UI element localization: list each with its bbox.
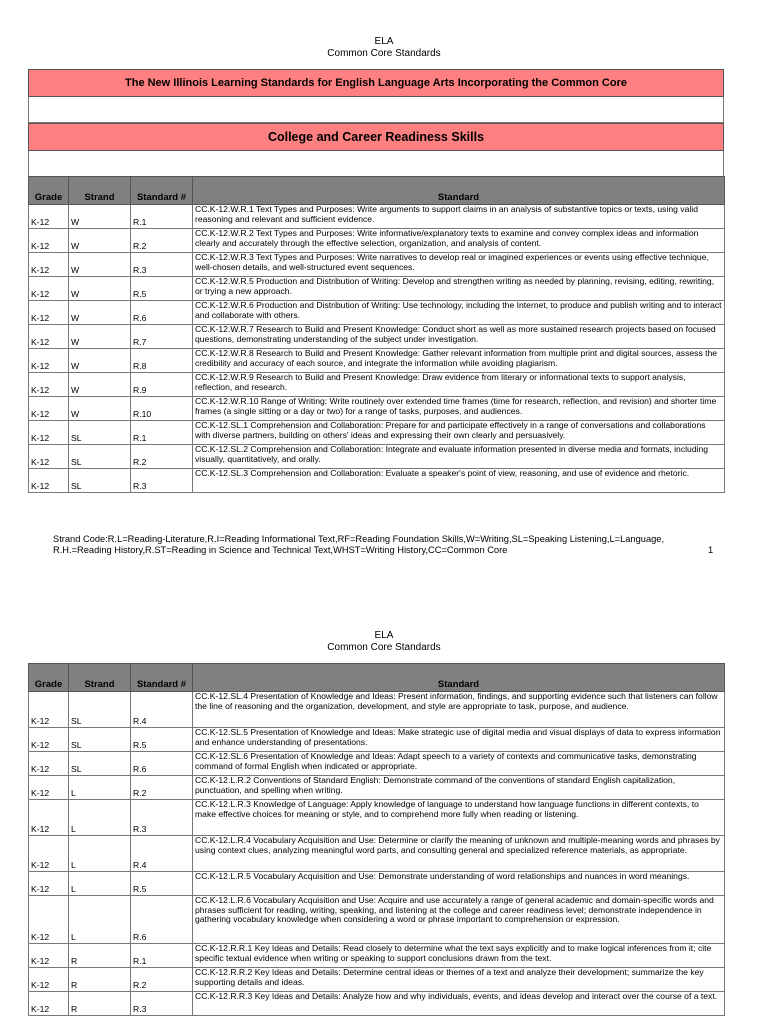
standard-num-cell: R.2 — [131, 229, 193, 253]
standard-num-cell: R.2 — [131, 776, 193, 800]
column-header-standard-num: Standard # — [131, 177, 193, 205]
table-row — [29, 349, 725, 373]
table-row — [29, 752, 725, 776]
grade-cell: K-12 — [29, 229, 69, 253]
strand-cell: SL — [69, 752, 131, 776]
table-row — [29, 373, 725, 397]
page-number: 1 — [708, 545, 714, 555]
strand-cell: SL — [69, 445, 131, 469]
page1-header-subtitle: Common Core Standards — [327, 48, 441, 59]
strand-cell: L — [69, 776, 131, 800]
grade-cell: K-12 — [29, 992, 69, 1016]
standard-num-cell: R.5 — [131, 728, 193, 752]
strand-cell: W — [69, 325, 131, 349]
strand-cell: W — [69, 349, 131, 373]
standard-num-cell: R.5 — [131, 872, 193, 896]
standard-text-cell: CC.K-12.SL.3 Comprehension and Collaboration: Evaluate a speaker's point of view, reasoning, and use of evidence and rhetoric. — [193, 469, 725, 493]
table-row — [29, 277, 725, 301]
strand-cell: L — [69, 896, 131, 944]
strand-cell: W — [69, 373, 131, 397]
strand-cell: R — [69, 968, 131, 992]
grade-cell: K-12 — [29, 968, 69, 992]
strand-cell: W — [69, 397, 131, 421]
standard-text-cell: CC.K-12.W.R.10 Range of Writing: Write routinely over extended time frames (time for research, reflection, and revision) and shorter time frames (a single sitting or a day or two) for a range of tasks, purposes, and audiences. — [193, 397, 725, 421]
strand-cell: L — [69, 872, 131, 896]
column-header-grade: Grade — [29, 664, 69, 692]
page2-standards-table — [28, 663, 725, 1016]
standard-text-cell: CC.K-12.W.R.5 Production and Distribution of Writing: Develop and strengthen writing as needed by planning, revising, editing, rewriting, or trying a new approach. — [193, 277, 725, 301]
grade-cell: K-12 — [29, 253, 69, 277]
standard-text-cell: CC.K-12.L.R.2 Conventions of Standard English: Demonstrate command of the conventions of standard English capitalization, punctuation, and spelling when writing. — [193, 776, 725, 800]
standard-num-cell: R.10 — [131, 397, 193, 421]
standard-text-cell: CC.K-12.SL.5 Presentation of Knowledge and Ideas: Make strategic use of digital media and visual displays of data to express information and enhance understanding of presentations. — [193, 728, 725, 752]
grade-cell: K-12 — [29, 692, 69, 728]
strand-cell: W — [69, 253, 131, 277]
standard-text-cell: CC.K-12.L.R.3 Knowledge of Language: Apply knowledge of language to understand how language functions in different contexts, to make effective choices for meaning or style, and to comprehend more fully when reading or listening. — [193, 800, 725, 836]
table-row — [29, 944, 725, 968]
standard-text-cell: CC.K-12.R.R.1 Key Ideas and Details: Read closely to determine what the text says explicitly and to make logical inferences from it; cite specific textual evidence when writing or speaking to support conclusions drawn from the text. — [193, 944, 725, 968]
strand-cell: W — [69, 301, 131, 325]
standard-num-cell: R.8 — [131, 349, 193, 373]
page1-header-ela: ELA — [374, 36, 394, 47]
standard-num-cell: R.7 — [131, 325, 193, 349]
strand-cell: SL — [69, 692, 131, 728]
standard-text-cell: CC.K-12.W.R.6 Production and Distribution of Writing: Use technology, including the Internet, to produce and publish writing and to interact and collaborate with others. — [193, 301, 725, 325]
table-row — [29, 397, 725, 421]
column-header-strand: Strand — [69, 664, 131, 692]
standard-text-cell: CC.K-12.W.R.1 Text Types and Purposes: Write arguments to support claims in an analysis of substantive topics or texts, using valid reasoning and relevant and sufficient evidence. — [193, 205, 725, 229]
column-header-strand: Strand — [69, 177, 131, 205]
page1-section-title: College and Career Readiness Skills — [28, 123, 724, 151]
grade-cell: K-12 — [29, 944, 69, 968]
strand-code-note: Strand Code:R.L=Reading-Literature,R.I=Reading Informational Text,RF=Reading Foundation Skills,W=Writing,SL=Speaking Listening,L=Language, R.H.=Reading History,R.ST=Reading in Science and Technical Text,WHST=Writing History,CC=Common Core — [53, 534, 665, 555]
grade-cell: K-12 — [29, 205, 69, 229]
standard-num-cell: R.6 — [131, 896, 193, 944]
standard-text-cell: CC.K-12.L.R.4 Vocabulary Acquisition and Use: Determine or clarify the meaning of unknown and multiple-meaning words and phrases by using context clues, analyzing meaningful word parts, and consulting general and specialized reference materials, as appropriate. — [193, 836, 725, 872]
page1-banner-title: The New Illinois Learning Standards for English Language Arts Incorporating the Common Core — [28, 69, 724, 97]
standard-text-cell: CC.K-12.W.R.2 Text Types and Purposes: Write informative/explanatory texts to examine and convey complex ideas and information clearly and accurately through the effective selection, organization, and analysis of content. — [193, 229, 725, 253]
standard-text-cell: CC.K-12.R.R.3 Key Ideas and Details: Analyze how and why individuals, events, and ideas develop and interact over the course of a text. — [193, 992, 725, 1016]
strand-cell: L — [69, 836, 131, 872]
strand-cell: L — [69, 800, 131, 836]
strand-cell: W — [69, 277, 131, 301]
page1-blank-row-2 — [28, 151, 724, 177]
strand-cell: SL — [69, 728, 131, 752]
page1-blank-row — [28, 97, 724, 123]
grade-cell: K-12 — [29, 325, 69, 349]
standard-text-cell: CC.K-12.L.R.5 Vocabulary Acquisition and Use: Demonstrate understanding of word relationships and nuances in word meanings. — [193, 872, 725, 896]
standard-num-cell: R.5 — [131, 277, 193, 301]
standard-num-cell: R.6 — [131, 301, 193, 325]
table-row — [29, 325, 725, 349]
standard-num-cell: R.3 — [131, 469, 193, 493]
table-row — [29, 728, 725, 752]
table-row — [29, 836, 725, 872]
table-header-row — [29, 664, 725, 692]
table-row — [29, 872, 725, 896]
grade-cell: K-12 — [29, 800, 69, 836]
table-row — [29, 896, 725, 944]
grade-cell: K-12 — [29, 373, 69, 397]
grade-cell: K-12 — [29, 776, 69, 800]
table-row — [29, 692, 725, 728]
grade-cell: K-12 — [29, 728, 69, 752]
standard-text-cell: CC.K-12.W.R.3 Text Types and Purposes: Write narratives to develop real or imagined experiences or events using effective technique, well-chosen details, and well-structured event sequences. — [193, 253, 725, 277]
strand-cell: R — [69, 992, 131, 1016]
column-header-standard-num: Standard # — [131, 664, 193, 692]
standard-num-cell: R.2 — [131, 445, 193, 469]
standard-text-cell: CC.K-12.SL.4 Presentation of Knowledge and Ideas: Present information, findings, and supporting evidence such that listeners can follow the line of reasoning and the organization, development, and style are appropriate to task, purpose, and audience. — [193, 692, 725, 728]
grade-cell: K-12 — [29, 445, 69, 469]
table-row — [29, 800, 725, 836]
column-header-grade: Grade — [29, 177, 69, 205]
standard-text-cell: CC.K-12.L.R.6 Vocabulary Acquisition and Use: Acquire and use accurately a range of general academic and domain-specific words and phrases sufficient for reading, writing, speaking, and listening at the college and career readiness level; demonstrate independence in gathering vocabulary knowledge when considering a word or phrase important to comprehension or expression. — [193, 896, 725, 944]
standard-num-cell: R.1 — [131, 421, 193, 445]
grade-cell: K-12 — [29, 872, 69, 896]
table-header-row — [29, 177, 725, 205]
standard-text-cell: CC.K-12.SL.6 Presentation of Knowledge and Ideas: Adapt speech to a variety of contexts and communicative tasks, demonstrating command of formal English when indicated or appropriate. — [193, 752, 725, 776]
table-row — [29, 253, 725, 277]
table-row — [29, 205, 725, 229]
table-row — [29, 469, 725, 493]
page2-header-ela: ELA — [374, 630, 394, 641]
strand-cell: SL — [69, 421, 131, 445]
standard-num-cell: R.3 — [131, 800, 193, 836]
grade-cell: K-12 — [29, 469, 69, 493]
standard-num-cell: R.3 — [131, 253, 193, 277]
strand-cell: SL — [69, 469, 131, 493]
standard-num-cell: R.6 — [131, 752, 193, 776]
standard-text-cell: CC.K-12.R.R.2 Key Ideas and Details: Determine central ideas or themes of a text and analyze their development; summarize the key supporting details and ideas. — [193, 968, 725, 992]
grade-cell: K-12 — [29, 277, 69, 301]
standard-num-cell: R.1 — [131, 205, 193, 229]
column-header-standard: Standard — [193, 177, 725, 205]
column-header-standard: Standard — [193, 664, 725, 692]
standard-num-cell: R.4 — [131, 836, 193, 872]
standard-text-cell: CC.K-12.SL.1 Comprehension and Collaboration: Prepare for and participate effectively in a range of conversations and collaborations with diverse partners, building on others' ideas and expressing their own clearly and persuasively. — [193, 421, 725, 445]
grade-cell: K-12 — [29, 836, 69, 872]
page1-standards-table — [28, 176, 725, 493]
standard-text-cell: CC.K-12.W.R.7 Research to Build and Present Knowledge: Conduct short as well as more sustained research projects based on focused questions, demonstrating understanding of the subject under investigation. — [193, 325, 725, 349]
table-row — [29, 968, 725, 992]
standard-text-cell: CC.K-12.W.R.8 Research to Build and Present Knowledge: Gather relevant information from multiple print and digital sources, assess the credibility and accuracy of each source, and integrate the information while avoiding plagiarism. — [193, 349, 725, 373]
table-row — [29, 776, 725, 800]
standard-num-cell: R.9 — [131, 373, 193, 397]
grade-cell: K-12 — [29, 752, 69, 776]
grade-cell: K-12 — [29, 349, 69, 373]
standard-num-cell: R.4 — [131, 692, 193, 728]
standard-num-cell: R.1 — [131, 944, 193, 968]
strand-cell: W — [69, 229, 131, 253]
table-row — [29, 992, 725, 1016]
table-row — [29, 421, 725, 445]
standard-num-cell: R.2 — [131, 968, 193, 992]
standard-num-cell: R.3 — [131, 992, 193, 1016]
grade-cell: K-12 — [29, 301, 69, 325]
standard-text-cell: CC.K-12.W.R.9 Research to Build and Present Knowledge: Draw evidence from literary or informational texts to support analysis, reflection, and research. — [193, 373, 725, 397]
strand-cell: R — [69, 944, 131, 968]
standard-text-cell: CC.K-12.SL.2 Comprehension and Collaboration: Integrate and evaluate information presented in diverse media and formats, including visually, quantitatively, and orally. — [193, 445, 725, 469]
grade-cell: K-12 — [29, 896, 69, 944]
strand-cell: W — [69, 205, 131, 229]
grade-cell: K-12 — [29, 397, 69, 421]
table-row — [29, 229, 725, 253]
page2-header-subtitle: Common Core Standards — [327, 642, 441, 653]
table-row — [29, 445, 725, 469]
table-row — [29, 301, 725, 325]
grade-cell: K-12 — [29, 421, 69, 445]
